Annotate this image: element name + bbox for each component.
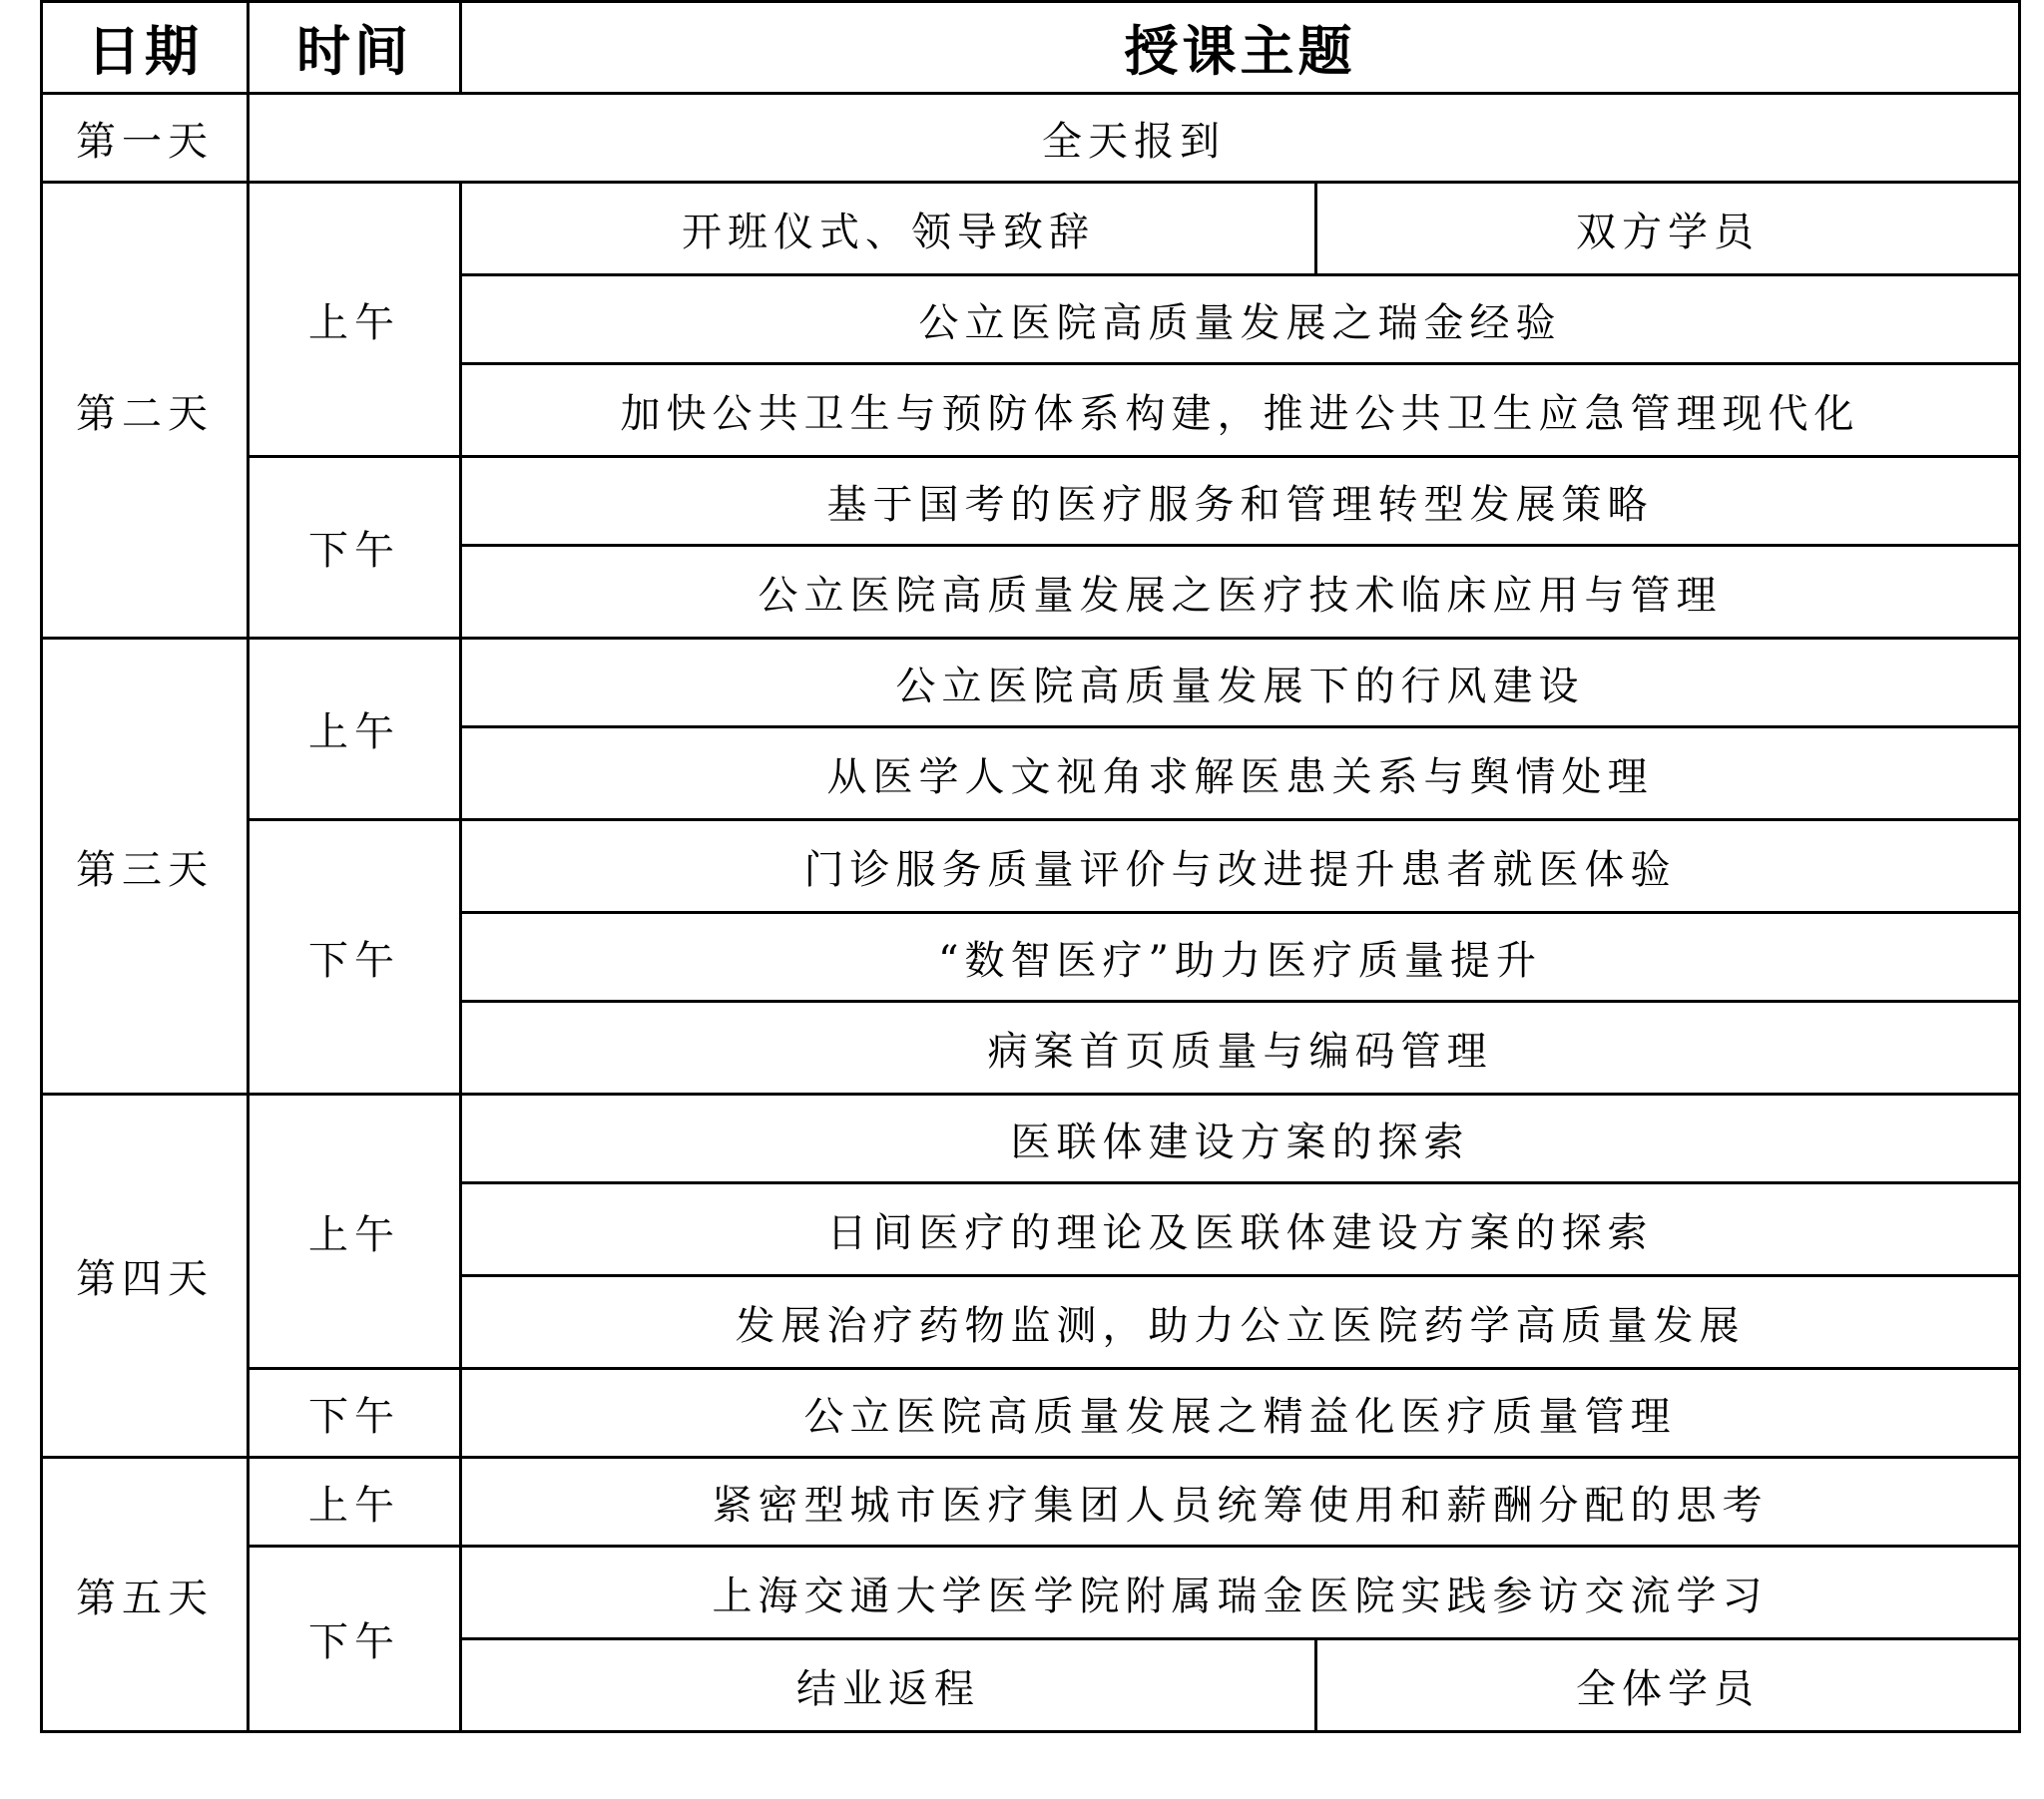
day-label: 第一天 [42, 94, 249, 183]
day-label: 第五天 [42, 1458, 249, 1732]
topic-cell: 门诊服务质量评价与改进提升患者就医体验 [461, 820, 2020, 913]
topic-cell: 病案首页质量与编码管理 [461, 1002, 2020, 1095]
day-label: 第四天 [42, 1095, 249, 1458]
topic-cell: 加快公共卫生与预防体系构建，推进公共卫生应急管理现代化 [461, 364, 2020, 457]
topic-cell: 全天报到 [249, 94, 2020, 183]
header-date: 日期 [42, 2, 249, 94]
day-label: 第二天 [42, 183, 249, 639]
day-label: 第三天 [42, 639, 249, 1095]
time-label: 下午 [249, 457, 461, 639]
header-time: 时间 [249, 2, 461, 94]
table-row [42, 1547, 2020, 1639]
participants-cell: 双方学员 [1316, 183, 2020, 275]
header-topic: 授课主题 [461, 2, 2020, 94]
topic-cell: 公立医院高质量发展之医疗技术临床应用与管理 [461, 546, 2020, 639]
time-label: 上午 [249, 183, 461, 457]
topic-cell: 从医学人文视角求解医患关系与舆情处理 [461, 727, 2020, 820]
topic-cell: 公立医院高质量发展下的行风建设 [461, 639, 2020, 727]
topic-cell: “数智医疗”助力医疗质量提升 [461, 913, 2020, 1002]
table-row [42, 457, 2020, 546]
header-row [42, 2, 2020, 94]
time-label: 上午 [249, 1458, 461, 1547]
table-row [42, 1369, 2020, 1458]
time-label: 下午 [249, 1369, 461, 1458]
table-row [42, 183, 2020, 275]
time-label: 下午 [249, 820, 461, 1095]
participants-cell: 全体学员 [1316, 1639, 2020, 1732]
topic-cell: 结业返程 [461, 1639, 1316, 1732]
training-schedule-table [40, 0, 2021, 1733]
table-row [42, 1458, 2020, 1547]
topic-cell: 发展治疗药物监测，助力公立医院药学高质量发展 [461, 1276, 2020, 1369]
table-row [42, 1095, 2020, 1183]
time-label: 上午 [249, 1095, 461, 1369]
topic-cell: 紧密型城市医疗集团人员统筹使用和薪酬分配的思考 [461, 1458, 2020, 1547]
topic-cell: 日间医疗的理论及医联体建设方案的探索 [461, 1183, 2020, 1276]
time-label: 上午 [249, 639, 461, 820]
table-row [42, 820, 2020, 913]
topic-cell: 开班仪式、领导致辞 [461, 183, 1316, 275]
table-row [42, 639, 2020, 727]
topic-cell: 公立医院高质量发展之瑞金经验 [461, 275, 2020, 364]
topic-cell: 医联体建设方案的探索 [461, 1095, 2020, 1183]
topic-cell: 基于国考的医疗服务和管理转型发展策略 [461, 457, 2020, 546]
topic-cell: 公立医院高质量发展之精益化医疗质量管理 [461, 1369, 2020, 1458]
time-label: 下午 [249, 1547, 461, 1732]
topic-cell: 上海交通大学医学院附属瑞金医院实践参访交流学习 [461, 1547, 2020, 1639]
table-row [42, 94, 2020, 183]
